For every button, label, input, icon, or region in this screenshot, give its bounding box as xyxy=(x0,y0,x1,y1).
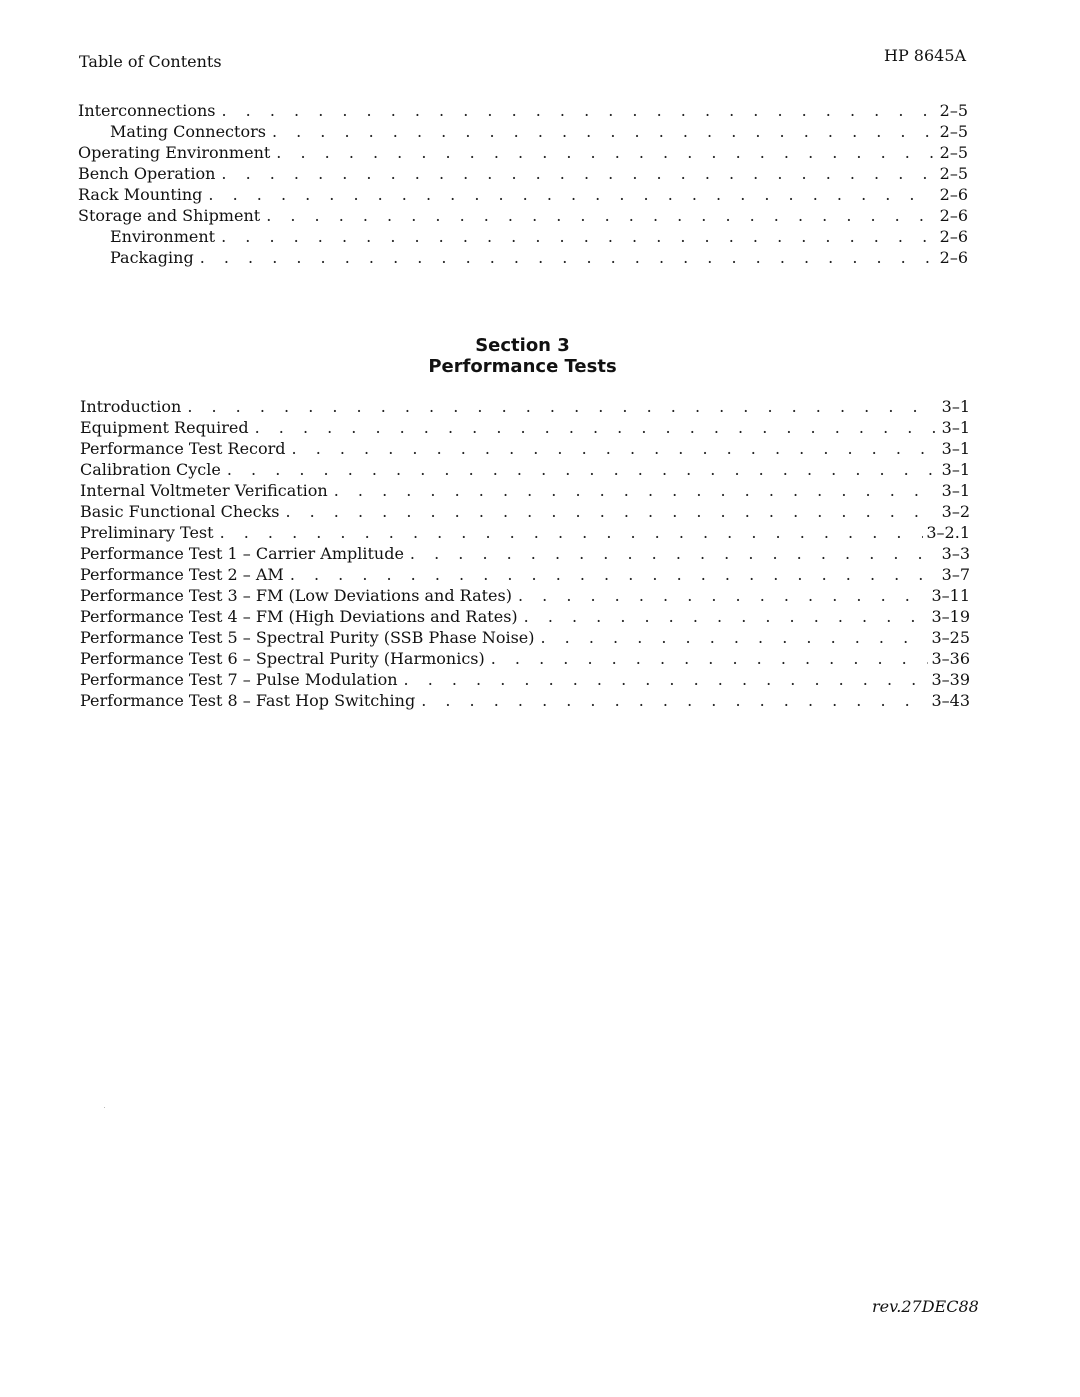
toc-list-section-2 xyxy=(78,100,968,268)
dot-leader xyxy=(220,522,924,543)
toc-entry xyxy=(78,226,968,247)
toc-entry-label: Storage and Shipment xyxy=(78,206,261,225)
toc-entry-page: 3–19 xyxy=(931,607,970,626)
toc-entry-page: 2–6 xyxy=(939,206,968,225)
scan-speck xyxy=(104,1107,105,1108)
revision-date: rev.27DEC88 xyxy=(872,1297,979,1316)
toc-entry-page: 2–5 xyxy=(939,101,968,120)
dot-leader xyxy=(255,417,937,438)
dot-leader xyxy=(518,585,928,606)
toc-entry-page: 3–39 xyxy=(931,670,970,689)
toc-entry xyxy=(78,247,968,268)
toc-entry-page: 3–43 xyxy=(931,691,970,710)
dot-leader xyxy=(266,205,935,226)
dot-leader xyxy=(222,100,936,121)
toc-entry xyxy=(78,163,968,184)
toc-entry-label: Internal Voltmeter Verification xyxy=(80,481,328,500)
toc-entry-label: Introduction xyxy=(80,397,182,416)
toc-entry xyxy=(80,669,970,690)
toc-entry-page: 3–25 xyxy=(931,628,970,647)
toc-entry xyxy=(78,184,968,205)
toc-entry xyxy=(80,543,970,564)
dot-leader xyxy=(276,142,935,163)
toc-list-section-3 xyxy=(80,396,970,711)
dot-leader xyxy=(491,648,929,669)
toc-entry-label: Performance Test 8 – Fast Hop Switching xyxy=(80,691,416,710)
toc-entry xyxy=(78,100,968,121)
toc-entry-page: 3–3 xyxy=(941,544,970,563)
running-header-model: HP 8645A xyxy=(884,46,967,65)
toc-entry-page: 3–1 xyxy=(941,439,970,458)
toc-entry xyxy=(80,438,970,459)
toc-entry-page: 2–5 xyxy=(939,164,968,183)
section-title: Performance Tests xyxy=(428,356,617,377)
dot-leader xyxy=(524,606,929,627)
toc-entry-label: Performance Test 5 – Spectral Purity (SSB Phase Noise) xyxy=(80,628,535,647)
toc-entry-page: 3–36 xyxy=(931,649,970,668)
toc-entry-label: Operating Environment xyxy=(78,143,271,162)
toc-entry-label: Mating Connectors xyxy=(110,122,266,141)
toc-entry xyxy=(80,522,970,543)
toc-entry-label: Interconnections xyxy=(78,101,216,120)
dot-leader xyxy=(334,480,937,501)
toc-entry-label: Basic Functional Checks xyxy=(80,502,280,521)
dot-leader xyxy=(410,543,937,564)
toc-entry xyxy=(80,459,970,480)
toc-entry-page: 3–1 xyxy=(941,460,970,479)
dot-leader xyxy=(200,247,935,268)
toc-entry-label: Bench Operation xyxy=(78,164,216,183)
toc-entry-page: 2–5 xyxy=(939,122,968,141)
toc-entry-page: 3–1 xyxy=(941,418,970,437)
dot-leader xyxy=(541,627,929,648)
toc-entry xyxy=(80,690,970,711)
toc-entry-label: Preliminary Test xyxy=(80,523,214,542)
toc-entry xyxy=(80,606,970,627)
toc-entry-label: Performance Test 7 – Pulse Modulation xyxy=(80,670,398,689)
toc-entry xyxy=(80,564,970,585)
dot-leader xyxy=(404,669,929,690)
dot-leader xyxy=(208,184,935,205)
toc-entry-label: Packaging xyxy=(110,248,194,267)
toc-entry-label: Performance Test 4 – FM (High Deviations and Rates) xyxy=(80,607,518,626)
section-heading xyxy=(0,335,1045,377)
dot-leader xyxy=(227,459,937,480)
dot-leader xyxy=(221,163,935,184)
toc-entry-label: Calibration Cycle xyxy=(80,460,221,479)
toc-entry-label: Performance Test 3 – FM (Low Deviations and Rates) xyxy=(80,586,512,605)
toc-entry-label: Rack Mounting xyxy=(78,185,203,204)
toc-entry-label: Performance Test 6 – Spectral Purity (Harmonics) xyxy=(80,649,485,668)
dot-leader xyxy=(221,226,935,247)
toc-entry xyxy=(80,501,970,522)
toc-entry-page: 2–6 xyxy=(939,248,968,267)
running-header-title: Table of Contents xyxy=(79,52,222,71)
toc-entry-label: Equipment Required xyxy=(80,418,249,437)
toc-entry xyxy=(80,417,970,438)
dot-leader xyxy=(285,501,937,522)
toc-entry-page: 3–7 xyxy=(941,565,970,584)
toc-entry xyxy=(80,648,970,669)
toc-entry-page: 3–11 xyxy=(931,586,970,605)
toc-entry-page: 2–6 xyxy=(939,227,968,246)
toc-entry-label: Performance Test 1 – Carrier Amplitude xyxy=(80,544,404,563)
toc-entry-page: 2–5 xyxy=(939,143,968,162)
toc-entry xyxy=(78,142,968,163)
toc-entry xyxy=(80,480,970,501)
toc-entry-label: Performance Test Record xyxy=(80,439,286,458)
dot-leader xyxy=(421,690,928,711)
toc-entry-page: 3–1 xyxy=(941,397,970,416)
dot-leader xyxy=(272,121,935,142)
dot-leader xyxy=(290,564,937,585)
toc-entry-page: 3–2 xyxy=(941,502,970,521)
toc-entry-page: 3–1 xyxy=(941,481,970,500)
section-number: Section 3 xyxy=(475,335,570,356)
dot-leader xyxy=(187,396,937,417)
toc-entry xyxy=(80,627,970,648)
toc-entry xyxy=(80,396,970,417)
toc-entry xyxy=(80,585,970,606)
toc-entry-label: Environment xyxy=(110,227,216,246)
toc-entry-page: 2–6 xyxy=(939,185,968,204)
toc-entry-page: 3–2.1 xyxy=(926,523,970,542)
dot-leader xyxy=(292,438,937,459)
toc-entry xyxy=(78,205,968,226)
toc-entry-label: Performance Test 2 – AM xyxy=(80,565,284,584)
toc-entry xyxy=(78,121,968,142)
